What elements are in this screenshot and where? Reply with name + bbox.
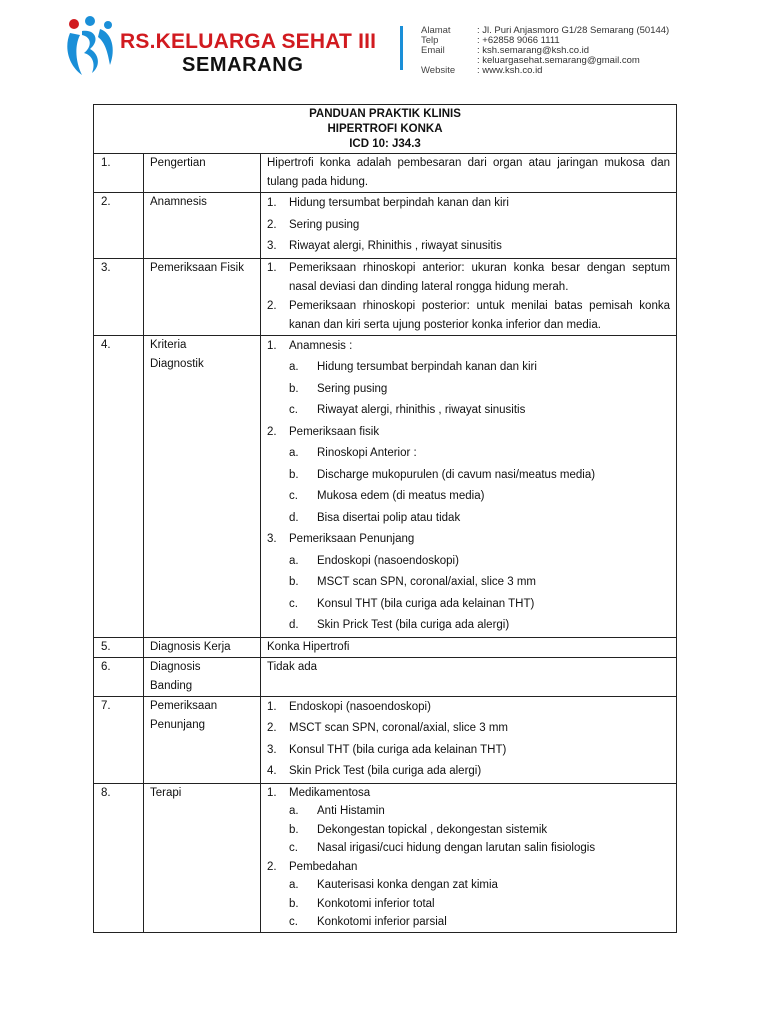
list-item: 2. Pemeriksaan rhinoskopi posterior: untuk menilai batas pemisah konka kanan dan kiri serta ujung posterior konka inferior dan media. — [267, 299, 670, 331]
sub-list-item: b. Discharge mukopurulen (di cavum nasi/meatus media) — [289, 468, 596, 481]
sub-list-item: c. Riwayat alergi, rhinithis , riwayat sinusitis — [289, 404, 526, 416]
row-content — [261, 193, 677, 259]
sub-list-item: a. Hidung tersumbat berpindah kanan dan kiri — [289, 361, 537, 373]
list-item: 2. Sering pusing — [267, 218, 360, 231]
sub-list-item: a. Anti Histamin — [289, 805, 385, 817]
doc-icd-code: ICD 10: J34.3 — [349, 138, 421, 150]
row-label: Anamnesis — [144, 193, 261, 259]
sub-list-item: b. MSCT scan SPN, coronal/axial, slice 3 mm — [289, 576, 536, 588]
row-number: 1. — [94, 154, 144, 193]
row-number: 7. — [94, 696, 144, 783]
sub-list-item: c. Nasal irigasi/cuci hidung dengan larutan salin fisiologis — [289, 842, 596, 854]
row-label: Diagnosis Banding — [144, 657, 261, 696]
contact-website: Website : www.ksh.co.id — [421, 65, 543, 76]
doc-subtitle: HIPERTROFI KONKA — [327, 123, 443, 135]
row-content — [261, 258, 677, 335]
row-number: 6. — [94, 657, 144, 696]
row-content: Konka Hipertrofi — [261, 637, 677, 657]
list-item: 4. Skin Prick Test (bila curiga ada alergi) — [267, 765, 482, 777]
list-item: 1. Endoskopi (nasoendoskopi) — [267, 700, 431, 713]
list-item: 1. Hidung tersumbat berpindah kanan dan kiri — [267, 197, 509, 209]
contact-email-alt: : keluargasehat.semarang@gmail.com — [477, 55, 640, 66]
row-label: Terapi — [144, 783, 261, 932]
contact-address: Alamat : Jl. Puri Anjasmoro G1/28 Semarang (50144) — [421, 25, 670, 36]
row-content: Tidak ada — [261, 657, 677, 696]
row-label: Pemeriksaan Fisik — [144, 258, 261, 335]
clinical-guideline-table — [93, 104, 677, 933]
contact-block — [421, 26, 669, 76]
row-label: Diagnosis Kerja — [144, 637, 261, 657]
table-row — [94, 193, 677, 259]
row-label: Kriteria Diagnostik — [144, 335, 261, 637]
sub-list-item: d. Skin Prick Test (bila curiga ada alergi) — [289, 619, 510, 631]
table-row — [94, 258, 677, 335]
row-number: 4. — [94, 335, 144, 637]
sub-list-item: a. Endoskopi (nasoendoskopi) — [289, 554, 459, 567]
sub-list-item: b. Dekongestan topickal , dekongestan sistemik — [289, 823, 548, 836]
row-number: 8. — [94, 783, 144, 932]
list-item: 1. Medikamentosa — [267, 786, 371, 799]
row-content — [261, 783, 677, 932]
sub-list-item: c. Konsul THT (bila curiga ada kelainan THT) — [289, 597, 535, 610]
sub-list-item: c. Konkotomi inferior parsial — [289, 916, 447, 928]
table-row — [94, 657, 677, 696]
hospital-city: SEMARANG — [182, 54, 304, 76]
list-item: 3. Konsul THT (bila curiga ada kelainan THT) — [267, 743, 507, 756]
doc-title: PANDUAN PRAKTIK KLINIS — [309, 108, 461, 120]
table-row — [94, 783, 677, 932]
row-label: Pengertian — [144, 154, 261, 193]
sub-list-item: a. Rinoskopi Anterior : — [289, 447, 417, 459]
title-row — [94, 105, 677, 154]
sub-list-item: d. Bisa disertai polip atau tidak — [289, 511, 461, 524]
row-number: 5. — [94, 637, 144, 657]
sub-list-item: b. Sering pusing — [289, 382, 388, 395]
contact-email: Email : ksh.semarang@ksh.co.id — [421, 45, 590, 56]
list-item: 3. Pemeriksaan Penunjang — [267, 533, 415, 545]
list-item: 2. Pemeriksaan fisik — [267, 425, 380, 438]
row-number: 2. — [94, 193, 144, 259]
header-divider — [400, 26, 403, 70]
list-item: 1. Anamnesis : — [267, 339, 353, 352]
list-item: 2. Pembedahan — [267, 860, 358, 873]
sub-list-item: c. Mukosa edem (di meatus media) — [289, 490, 485, 502]
table-row — [94, 696, 677, 783]
sub-list-item: a. Kauterisasi konka dengan zat kimia — [289, 879, 498, 891]
list-item: 1. Pemeriksaan rhinoskopi anterior: ukuran konka besar dengan septum nasal deviasi dan dinding lateral rongga hidung merah. — [267, 261, 670, 293]
hospital-logo-icon — [66, 15, 118, 79]
hospital-name: RS.KELUARGA SEHAT III — [120, 30, 377, 53]
row-content — [261, 335, 677, 637]
row-content — [261, 696, 677, 783]
list-item: 3. Riwayat alergi, Rhinithis , riwayat sinusitis — [267, 240, 502, 252]
table-row — [94, 154, 677, 193]
row-label: Pemeriksaan Penunjang — [144, 696, 261, 783]
row-number: 3. — [94, 258, 144, 335]
row-content: Hipertrofi konka adalah pembesaran dari organ atau jaringan mukosa dan tulang pada hidung. — [261, 154, 677, 193]
sub-list-item: b. Konkotomi inferior total — [289, 897, 435, 910]
table-row — [94, 335, 677, 637]
table-row — [94, 637, 677, 657]
contact-phone: Telp : +62858 9066 1111 — [421, 35, 560, 46]
list-item: 2. MSCT scan SPN, coronal/axial, slice 3 mm — [267, 722, 508, 734]
